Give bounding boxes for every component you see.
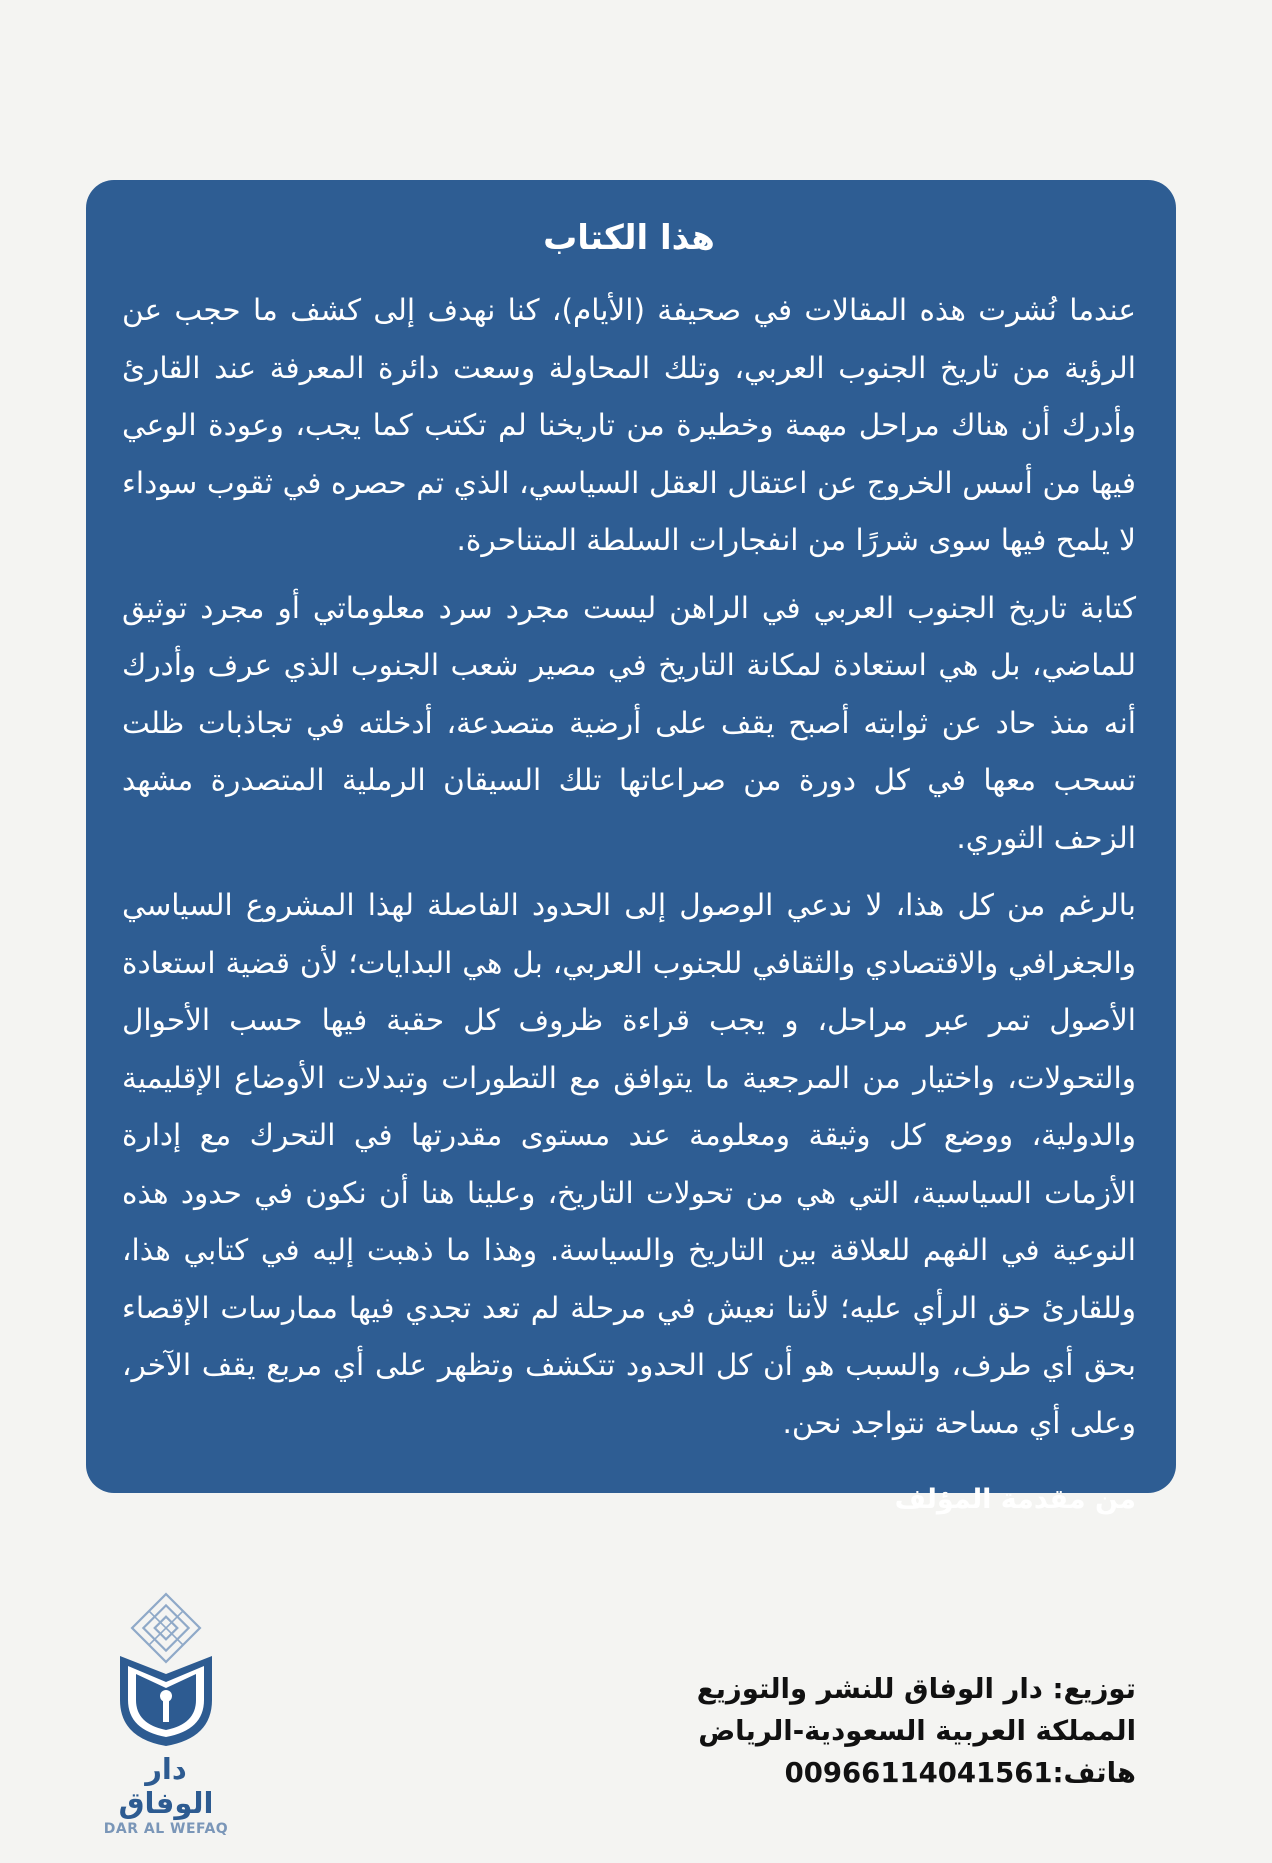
publisher-info [697,1668,1136,1794]
author-signature: من مقدمة المؤلف [894,1484,1136,1515]
paragraph-1: عندما نُشرت هذه المقالات في صحيفة (الأيام)، كنا نهدف إلى كشف ما حجب عن الرؤية من تاريخ الجنوب العربي، وتلك المحاولة وسعت دائرة المعرفة عند القارئ وأدرك أن هناك مراحل مهمة وخطيرة من تاريخنا لم تكتب كما يجب، وعودة الوعي فيها من أسس الخروج عن اعتقال العقل السياسي، الذي تم حصره في ثقوب سوداء لا يلمح فيها سوى شررًا من انفجارات السلطة المتناحرة. [122,293,1136,557]
description-panel [86,180,1176,1515]
distribution-line: توزيع: دار الوفاق للنشر والتوزيع [696,1673,1136,1705]
publisher-logo [96,1590,236,1837]
paragraph-2: كتابة تاريخ الجنوب العربي في الراهن ليست مجرد سرد معلوماتي أو مجرد توثيق للماضي، بل هي استعادة لمكانة التاريخ في مصير شعب الجنوب الذي عرف وأدرك أنه منذ حاد عن ثوابته أصبح يقف على أرضية متصدعة، أدخلته في تجاذبات ظلت تسحب معها في كل دورة من صراعاتها تلك السيقان الرملية المتصدرة مشهد الزحف الثوري. [122,590,1136,855]
phone-line: هاتف:00966114041561 [784,1757,1136,1789]
logo-name-english: DAR AL WEFAQ [103,1821,229,1837]
paragraph-3: بالرغم من كل هذا، لا ندعي الوصول إلى الحدود الفاصلة لهذا المشروع السياسي والجغرافي والاقتصادي والثقافي للجنوب العربي، بل هي البدايات؛ لأن قضية استعادة الأصول تمر عبر مراحل، و يجب قراءة ظروف كل حقبة فيها حسب الأحوال والتحولات، واختيار من المرجعية ما يتوافق مع التطورات وتبدلات الأوضاع الإقليمية والدولية، ووضع كل وثيقة ومعلومة عند مستوى مقدرتها في التحرك مع إدارة الأزمات السياسية، التي هي من تحولات التاريخ، وعلينا هنا أن نكون في حدود هذه النوعية في الفهم للعلاقة بين التاريخ والسياسة. وهذا ما ذهبت إليه في كتابي هذا، وللقارئ حق الرأي عليه؛ لأننا نعيش في مرحلة لم تعد تجدي فيها ممارسات الإقصاء بحق أي طرف، والسبب هو أن كل الحدود تتكشف وتظهر على أي مربع يقف الآخر، وعلى أي مساحة نتواجد نحن. [122,888,1136,1440]
book-emblem-icon [106,1590,226,1750]
panel-title: هذا الكتاب [543,218,715,258]
location-line: المملكة العربية السعودية-الرياض [698,1715,1136,1747]
logo-name-arabic: دار الوفاق [118,1752,214,1820]
